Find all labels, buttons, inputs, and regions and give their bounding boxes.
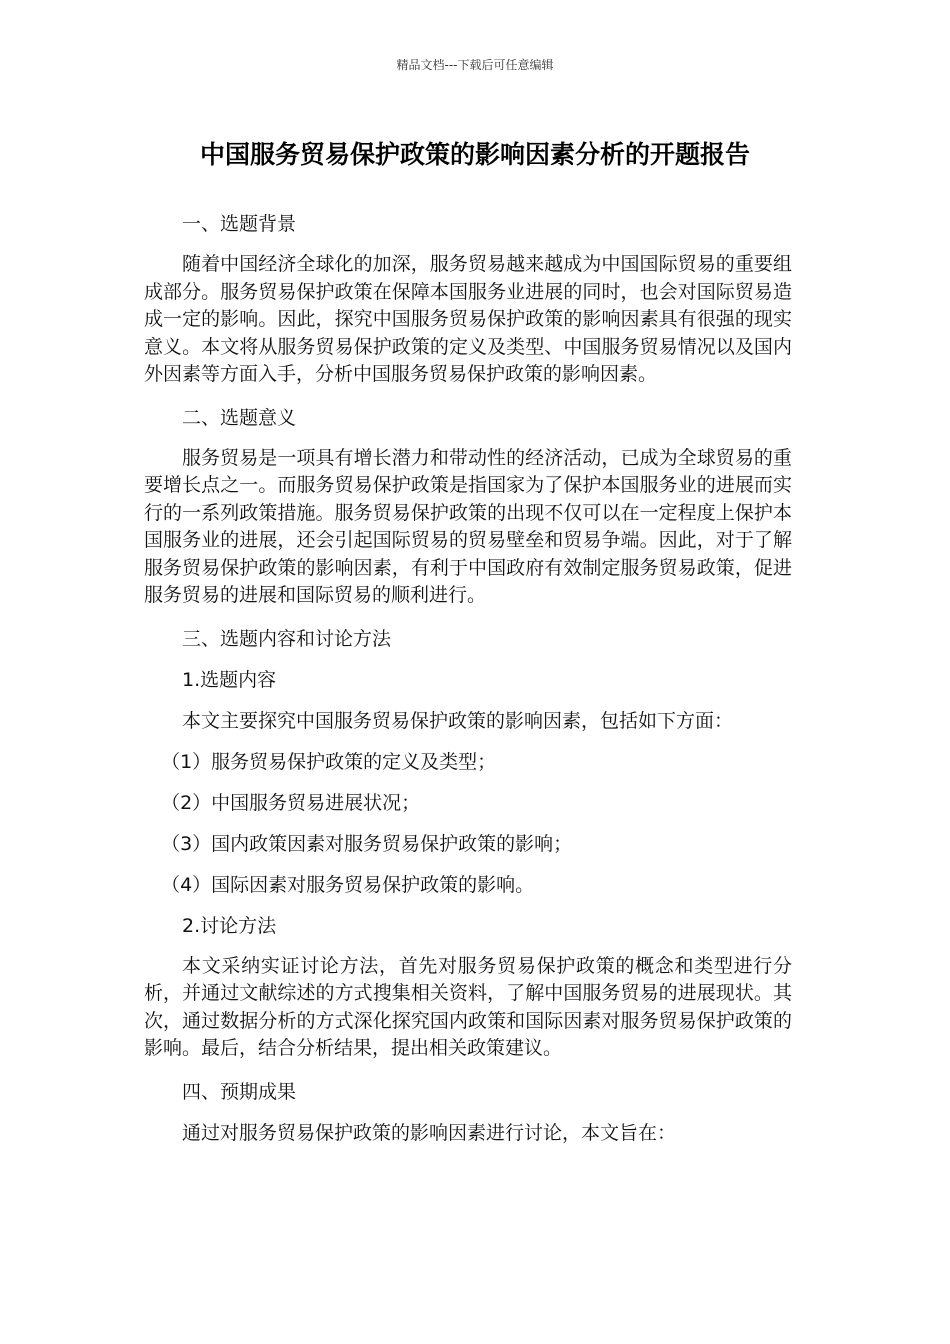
methods-paragraph: 本文采纳实证讨论方法，首先对服务贸易保护政策的概念和类型进行分析，并通过文献综述的方式搜集相关资料，了解中国服务贸易的进展现状。其次，通过数据分析的方式深化探究国内政策和国际因素对服务贸易保护政策的影响。最后，结合分析结果，提出相关政策建议。	[144, 954, 792, 1059]
section-heading-background: 一、选题背景	[182, 213, 297, 235]
document-title: 中国服务贸易保护政策的影响因素分析的开题报告	[199, 140, 750, 169]
subheading-content: 1.选题内容	[182, 668, 277, 691]
expected-results-intro: 通过对服务贸易保护政策的影响因素进行讨论，本文旨在：	[182, 1121, 677, 1144]
list-item: （3）国内政策因素对服务贸易保护政策的影响；	[161, 832, 573, 855]
list-item: （1）服务贸易保护政策的定义及类型；	[161, 750, 497, 773]
section-heading-expected-results: 四、预期成果	[182, 1080, 297, 1103]
subheading-methods: 2.讨论方法	[182, 914, 277, 937]
content-intro: 本文主要探究中国服务贸易保护政策的影响因素，包括如下方面：	[182, 709, 734, 732]
list-item: （4）国际因素对服务贸易保护政策的影响。	[161, 873, 535, 896]
section-heading-significance: 二、选题意义	[182, 406, 297, 429]
significance-paragraph: 服务贸易是一项具有增长潜力和带动性的经济活动，已成为全球贸易的重要增长点之一。而服务贸易保护政策是指国家为了保护本国服务业的进展而实行的一系列政策措施。服务贸易保护政策的出现不仅可以在一定程度上保护本国服务业的进展，还会引起国际贸易的贸易壁垒和贸易争端。因此，对于了解服务贸易保护政策的影响因素，有利于中国政府有效制定服务贸易政策，促进服务贸易的进展和国际贸易的顺利进行。	[144, 446, 792, 606]
section-heading-content-methods: 三、选题内容和讨论方法	[182, 627, 392, 650]
list-item: （2）中国服务贸易进展状况；	[161, 791, 421, 814]
background-paragraph: 随着中国经济全球化的加深，服务贸易越来越成为中国国际贸易的重要组成部分。服务贸易保护政策在保障本国服务业进展的同时，也会对国际贸易造成一定的影响。因此，探究中国服务贸易保护政策的影响因素具有很强的现实意义。本文将从服务贸易保护政策的定义及类型、中国服务贸易情况以及国内外因素等方面入手，分析中国服务贸易保护政策的影响因素。	[144, 253, 792, 385]
page-header: 精品文档---下载后可任意编辑	[396, 58, 554, 72]
document-body	[144, 210, 792, 1160]
